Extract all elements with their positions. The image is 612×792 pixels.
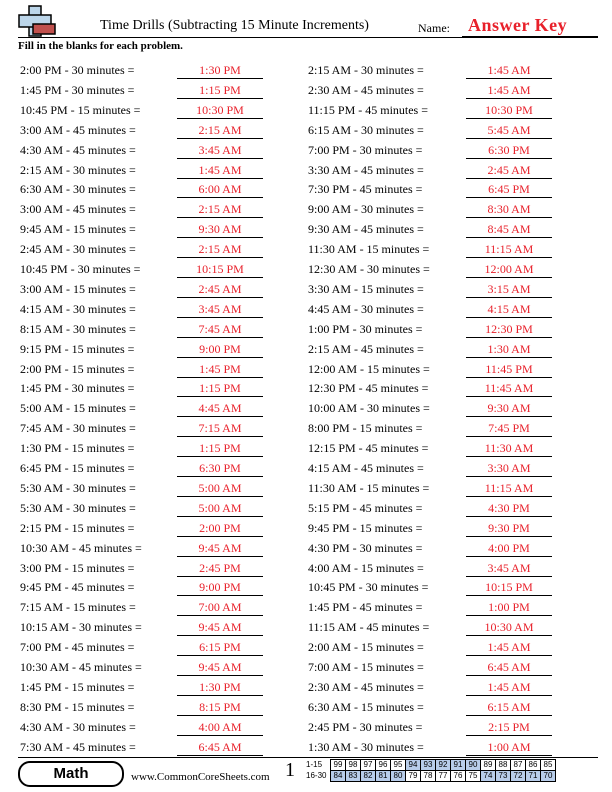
score-cell: 98 — [346, 760, 361, 771]
problem-question: 7:00 PM - 45 minutes = — [20, 640, 135, 655]
problem-row — [308, 300, 578, 320]
answer-blank[interactable]: 5:45 AM — [466, 123, 552, 139]
problem-question: 2:00 AM - 15 minutes = — [308, 640, 424, 655]
problem-row — [20, 479, 290, 499]
problem-row — [20, 618, 290, 638]
problem-question: 2:00 PM - 15 minutes = — [20, 361, 135, 376]
problem-row — [20, 499, 290, 519]
answer-blank[interactable]: 1:45 AM — [177, 163, 263, 179]
answer-blank[interactable]: 6:45 AM — [466, 660, 552, 676]
problem-question: 9:15 PM - 15 minutes = — [20, 341, 135, 356]
answer-blank[interactable]: 5:00 AM — [177, 501, 263, 517]
problem-question: 6:30 AM - 30 minutes = — [20, 182, 136, 197]
problem-row — [20, 300, 290, 320]
problem-question: 7:45 AM - 30 minutes = — [20, 421, 136, 436]
problem-row — [308, 220, 578, 240]
problem-row — [20, 220, 290, 240]
worksheet-title: Time Drills (Subtracting 15 Minute Increments) — [100, 18, 369, 33]
problem-question: 11:30 AM - 15 minutes = — [308, 480, 430, 495]
problem-row — [308, 738, 578, 758]
answer-blank[interactable]: 3:45 AM — [466, 561, 552, 577]
problem-row — [308, 101, 578, 121]
answer-blank[interactable]: 9:45 AM — [177, 541, 263, 557]
problem-question: 2:00 PM - 30 minutes = — [20, 63, 135, 77]
problem-row — [20, 180, 290, 200]
problem-question: 10:30 AM - 45 minutes = — [20, 660, 142, 674]
answer-blank[interactable]: 3:15 AM — [466, 282, 552, 298]
problem-question: 2:45 PM - 30 minutes = — [308, 719, 423, 734]
problem-row — [20, 360, 290, 380]
score-cell: 84 — [331, 771, 346, 782]
problem-row — [20, 141, 290, 161]
problem-question: 4:45 AM - 30 minutes = — [308, 301, 424, 316]
problem-question: 8:15 AM - 30 minutes = — [20, 321, 136, 336]
answer-blank[interactable]: 11:45 PM — [466, 362, 552, 378]
problem-row — [308, 539, 578, 559]
problem-question: 5:15 PM - 45 minutes = — [308, 500, 423, 515]
problem-question: 4:00 AM - 15 minutes = — [308, 560, 424, 575]
problem-row — [308, 439, 578, 459]
answer-blank[interactable]: 2:45 AM — [466, 163, 552, 179]
problem-row — [20, 280, 290, 300]
problem-row — [20, 161, 290, 181]
answer-blank[interactable]: 11:15 AM — [466, 242, 552, 258]
problem-row — [308, 618, 578, 638]
score-row — [305, 760, 556, 771]
answer-blank[interactable]: 1:45 PM — [177, 362, 263, 378]
score-cell: 76 — [451, 771, 466, 782]
problem-question: 1:30 PM - 15 minutes = — [20, 441, 135, 456]
score-cell: 89 — [481, 760, 496, 771]
problem-question: 1:45 PM - 30 minutes = — [20, 381, 135, 396]
answer-blank[interactable]: 7:45 AM — [177, 322, 263, 338]
page-number: 1 — [285, 759, 295, 781]
problem-row — [20, 320, 290, 340]
problem-question: 4:30 AM - 45 minutes = — [20, 142, 136, 157]
score-cell: 93 — [421, 760, 436, 771]
score-cell: 96 — [376, 760, 391, 771]
problem-row — [20, 638, 290, 658]
problem-row — [20, 658, 290, 678]
problem-row — [308, 141, 578, 161]
score-cell: 72 — [511, 771, 526, 782]
problem-row — [308, 61, 578, 81]
score-cell: 91 — [451, 760, 466, 771]
problem-row — [308, 161, 578, 181]
problem-question: 1:00 PM - 30 minutes = — [308, 321, 423, 336]
score-cell: 92 — [436, 760, 451, 771]
problem-question: 4:30 PM - 30 minutes = — [308, 540, 423, 555]
problem-row — [20, 459, 290, 479]
problem-question: 6:15 AM - 30 minutes = — [308, 122, 424, 137]
problem-row — [308, 678, 578, 698]
score-cell: 97 — [361, 760, 376, 771]
problem-row — [308, 260, 578, 280]
answer-blank[interactable]: 2:15 AM — [177, 242, 263, 258]
answer-blank[interactable]: 4:00 AM — [177, 720, 263, 736]
problem-row — [20, 698, 290, 718]
problem-question: 6:30 AM - 15 minutes = — [308, 699, 424, 714]
subject-badge: Math — [18, 761, 124, 787]
site-url: www.CommonCoreSheets.com — [131, 771, 270, 783]
answer-key-label: Answer Key — [468, 15, 568, 35]
problem-row — [308, 379, 578, 399]
problem-row — [308, 479, 578, 499]
answer-blank[interactable]: 1:00 PM — [466, 600, 552, 616]
score-cell: 74 — [481, 771, 496, 782]
problem-question: 2:15 AM - 30 minutes = — [20, 162, 136, 177]
footer-divider — [18, 757, 598, 758]
answer-blank[interactable]: 6:15 AM — [466, 700, 552, 716]
score-cell: 90 — [466, 760, 481, 771]
score-cell: 81 — [376, 771, 391, 782]
answer-blank[interactable]: 4:15 AM — [466, 302, 552, 318]
answer-blank[interactable]: 1:30 AM — [466, 342, 552, 358]
problem-question: 10:15 AM - 30 minutes = — [20, 620, 142, 635]
problem-question: 2:15 AM - 30 minutes = — [308, 63, 424, 77]
header-divider — [18, 37, 598, 38]
score-cell: 78 — [421, 771, 436, 782]
problem-row — [308, 559, 578, 579]
score-cell: 80 — [391, 771, 406, 782]
problem-question: 11:15 AM - 45 minutes = — [308, 620, 430, 635]
score-row-label: 1-15 — [306, 760, 323, 769]
answer-blank[interactable]: 3:45 AM — [177, 302, 263, 318]
score-cell: 79 — [406, 771, 421, 782]
score-cell: 86 — [526, 760, 541, 771]
problem-row — [308, 459, 578, 479]
problem-question: 8:30 PM - 15 minutes = — [20, 699, 135, 714]
problem-row — [20, 578, 290, 598]
answer-blank[interactable]: 1:15 PM — [177, 83, 263, 99]
problem-row — [20, 419, 290, 439]
problem-row — [308, 180, 578, 200]
answer-blank[interactable]: 6:30 PM — [466, 143, 552, 159]
problem-question: 4:15 AM - 45 minutes = — [308, 461, 424, 475]
score-row-label: 16-30 — [306, 771, 327, 780]
problem-row — [20, 200, 290, 220]
problem-row — [20, 101, 290, 121]
answer-blank[interactable]: 2:15 AM — [177, 123, 263, 139]
problem-row — [20, 598, 290, 618]
score-cell: 83 — [346, 771, 361, 782]
problem-question: 11:15 PM - 45 minutes = — [308, 102, 428, 117]
problem-row — [20, 399, 290, 419]
problem-question: 1:30 AM - 30 minutes = — [308, 739, 424, 754]
answer-blank[interactable]: 11:30 AM — [466, 441, 552, 457]
problem-question: 1:45 PM - 45 minutes = — [308, 600, 423, 615]
answer-blank[interactable]: 7:15 AM — [177, 421, 263, 437]
answer-blank[interactable]: 11:45 AM — [466, 381, 552, 397]
answer-blank[interactable]: 4:30 PM — [466, 501, 552, 517]
problem-row — [20, 718, 290, 738]
problem-row — [308, 340, 578, 360]
answer-blank[interactable]: 10:30 AM — [466, 620, 552, 636]
problem-row — [308, 718, 578, 738]
problem-question: 10:45 PM - 15 minutes = — [20, 102, 141, 117]
problem-row — [308, 200, 578, 220]
answer-blank[interactable]: 9:00 PM — [177, 342, 263, 358]
problem-row — [308, 698, 578, 718]
problem-row — [308, 320, 578, 340]
problem-row — [20, 121, 290, 141]
score-cell: 77 — [436, 771, 451, 782]
answer-blank[interactable]: 1:15 PM — [177, 441, 263, 457]
score-cell: 75 — [466, 771, 481, 782]
problem-question: 9:45 PM - 15 minutes = — [308, 520, 423, 535]
problem-row — [308, 658, 578, 678]
answer-blank[interactable]: 2:15 AM — [177, 202, 263, 218]
problem-row — [20, 340, 290, 360]
problem-row — [308, 360, 578, 380]
problem-question: 9:45 PM - 45 minutes = — [20, 580, 135, 595]
answer-blank[interactable]: 1:30 PM — [177, 680, 263, 696]
problem-row — [20, 379, 290, 399]
answer-blank[interactable]: 9:30 AM — [466, 401, 552, 417]
problem-question: 11:30 AM - 15 minutes = — [308, 242, 430, 257]
problem-row — [20, 439, 290, 459]
problem-question: 7:00 PM - 30 minutes = — [308, 142, 423, 157]
problem-question: 3:30 AM - 15 minutes = — [308, 281, 424, 296]
problem-row — [308, 499, 578, 519]
problem-question: 12:15 PM - 45 minutes = — [308, 441, 429, 456]
answer-blank[interactable]: 6:30 PM — [177, 461, 263, 477]
problem-question: 3:30 AM - 45 minutes = — [308, 162, 424, 177]
problem-question: 10:45 PM - 30 minutes = — [20, 262, 141, 276]
answer-blank[interactable]: 11:15 AM — [466, 481, 552, 497]
problem-row — [308, 598, 578, 618]
score-cell: 73 — [496, 771, 511, 782]
answer-blank[interactable]: 3:45 AM — [177, 143, 263, 159]
problem-row — [308, 121, 578, 141]
problem-row — [20, 559, 290, 579]
problem-row — [20, 240, 290, 260]
answer-blank[interactable]: 1:45 AM — [466, 63, 552, 79]
problem-question: 7:00 AM - 15 minutes = — [308, 660, 424, 674]
answer-blank[interactable]: 9:30 PM — [466, 521, 552, 537]
score-cell: 71 — [526, 771, 541, 782]
answer-blank[interactable]: 1:00 AM — [466, 740, 552, 756]
score-cell: 85 — [541, 760, 556, 771]
problem-row — [20, 738, 290, 758]
answer-blank[interactable]: 12:00 AM — [466, 262, 552, 278]
problem-question: 1:45 PM - 15 minutes = — [20, 679, 135, 694]
answer-blank[interactable]: 6:00 AM — [177, 182, 263, 198]
answer-blank[interactable]: 10:15 PM — [177, 262, 263, 278]
answer-blank[interactable]: 9:30 AM — [177, 222, 263, 238]
instructions: Fill in the blanks for each problem. — [18, 40, 183, 52]
problem-question: 7:30 PM - 45 minutes = — [308, 182, 423, 197]
answer-blank[interactable]: 10:30 PM — [177, 103, 263, 119]
problem-row — [308, 519, 578, 539]
problem-question: 3:00 PM - 15 minutes = — [20, 560, 135, 575]
problem-question: 2:30 AM - 45 minutes = — [308, 82, 424, 97]
problem-row — [20, 519, 290, 539]
problem-question: 12:30 AM - 30 minutes = — [308, 262, 430, 276]
problem-question: 5:30 AM - 30 minutes = — [20, 480, 136, 495]
problem-question: 4:30 AM - 30 minutes = — [20, 719, 136, 734]
answer-blank[interactable]: 9:00 PM — [177, 580, 263, 596]
problem-question: 3:00 AM - 15 minutes = — [20, 281, 136, 296]
problem-question: 6:45 PM - 15 minutes = — [20, 461, 135, 475]
problem-row — [20, 678, 290, 698]
problem-row — [308, 81, 578, 101]
answer-blank[interactable]: 6:15 PM — [177, 640, 263, 656]
problem-question: 12:30 PM - 45 minutes = — [308, 381, 429, 396]
score-cell: 88 — [496, 760, 511, 771]
problem-row — [308, 240, 578, 260]
answer-blank[interactable]: 6:45 AM — [177, 740, 263, 756]
problem-question: 10:30 AM - 45 minutes = — [20, 540, 142, 555]
problem-question: 2:30 AM - 45 minutes = — [308, 679, 424, 694]
problem-row — [308, 419, 578, 439]
answer-blank[interactable]: 8:15 PM — [177, 700, 263, 716]
answer-blank[interactable]: 4:00 PM — [466, 541, 552, 557]
answer-blank[interactable]: 7:45 PM — [466, 421, 552, 437]
answer-blank[interactable]: 3:30 AM — [466, 461, 552, 477]
answer-blank[interactable]: 6:45 PM — [466, 182, 552, 198]
problem-question: 8:00 PM - 15 minutes = — [308, 421, 423, 436]
answer-blank[interactable]: 2:45 AM — [177, 282, 263, 298]
problem-question: 10:00 AM - 30 minutes = — [308, 401, 430, 416]
problem-question: 5:00 AM - 15 minutes = — [20, 401, 136, 416]
answer-blank[interactable]: 10:15 PM — [466, 580, 552, 596]
problem-question: 1:45 PM - 30 minutes = — [20, 82, 135, 97]
problem-question: 10:45 PM - 30 minutes = — [308, 580, 429, 595]
problem-question: 9:00 AM - 30 minutes = — [308, 202, 424, 217]
answer-blank[interactable]: 12:30 PM — [466, 322, 552, 338]
problem-row — [20, 539, 290, 559]
problem-question: 7:15 AM - 15 minutes = — [20, 600, 136, 615]
problem-row — [308, 280, 578, 300]
answer-blank[interactable]: 1:30 PM — [177, 63, 263, 79]
answer-blank[interactable]: 1:45 AM — [466, 83, 552, 99]
problem-row — [308, 578, 578, 598]
answer-blank[interactable]: 2:15 PM — [466, 720, 552, 736]
problem-row — [308, 399, 578, 419]
problem-row — [20, 260, 290, 280]
answer-blank[interactable]: 8:30 AM — [466, 202, 552, 218]
score-cell: 70 — [541, 771, 556, 782]
score-row — [305, 771, 556, 782]
problem-question: 9:30 AM - 45 minutes = — [308, 222, 424, 237]
score-cell: 95 — [391, 760, 406, 771]
problem-row — [20, 61, 290, 81]
problem-question: 4:15 AM - 30 minutes = — [20, 301, 136, 316]
answer-blank[interactable]: 1:15 PM — [177, 381, 263, 397]
answer-blank[interactable]: 5:00 AM — [177, 481, 263, 497]
score-table — [305, 759, 556, 782]
problem-question: 12:00 AM - 15 minutes = — [308, 361, 430, 376]
score-cell: 94 — [406, 760, 421, 771]
problem-row — [20, 81, 290, 101]
answer-blank[interactable]: 9:45 AM — [177, 620, 263, 636]
problem-question: 9:45 AM - 15 minutes = — [20, 222, 136, 237]
answer-blank[interactable]: 8:45 AM — [466, 222, 552, 238]
score-cell: 82 — [361, 771, 376, 782]
problem-question: 3:00 AM - 45 minutes = — [20, 202, 136, 217]
problem-question: 2:15 PM - 15 minutes = — [20, 520, 135, 535]
answer-blank[interactable]: 1:45 AM — [466, 640, 552, 656]
problem-question: 7:30 AM - 45 minutes = — [20, 739, 136, 754]
score-cell: 99 — [331, 760, 346, 771]
answer-blank[interactable]: 1:45 AM — [466, 680, 552, 696]
answer-blank[interactable]: 2:00 PM — [177, 521, 263, 537]
score-cell: 87 — [511, 760, 526, 771]
plus-minus-logo-icon — [15, 4, 57, 40]
answer-blank[interactable]: 10:30 PM — [466, 103, 552, 119]
problem-row — [308, 638, 578, 658]
answer-blank[interactable]: 7:00 AM — [177, 600, 263, 616]
name-label: Name: — [418, 21, 450, 35]
answer-blank[interactable]: 4:45 AM — [177, 401, 263, 417]
problem-question: 2:45 AM - 30 minutes = — [20, 242, 136, 257]
problem-question: 2:15 AM - 45 minutes = — [308, 341, 424, 356]
problem-question: 5:30 AM - 30 minutes = — [20, 500, 136, 515]
problem-question: 3:00 AM - 45 minutes = — [20, 122, 136, 137]
answer-blank[interactable]: 2:45 PM — [177, 561, 263, 577]
answer-blank[interactable]: 9:45 AM — [177, 660, 263, 676]
